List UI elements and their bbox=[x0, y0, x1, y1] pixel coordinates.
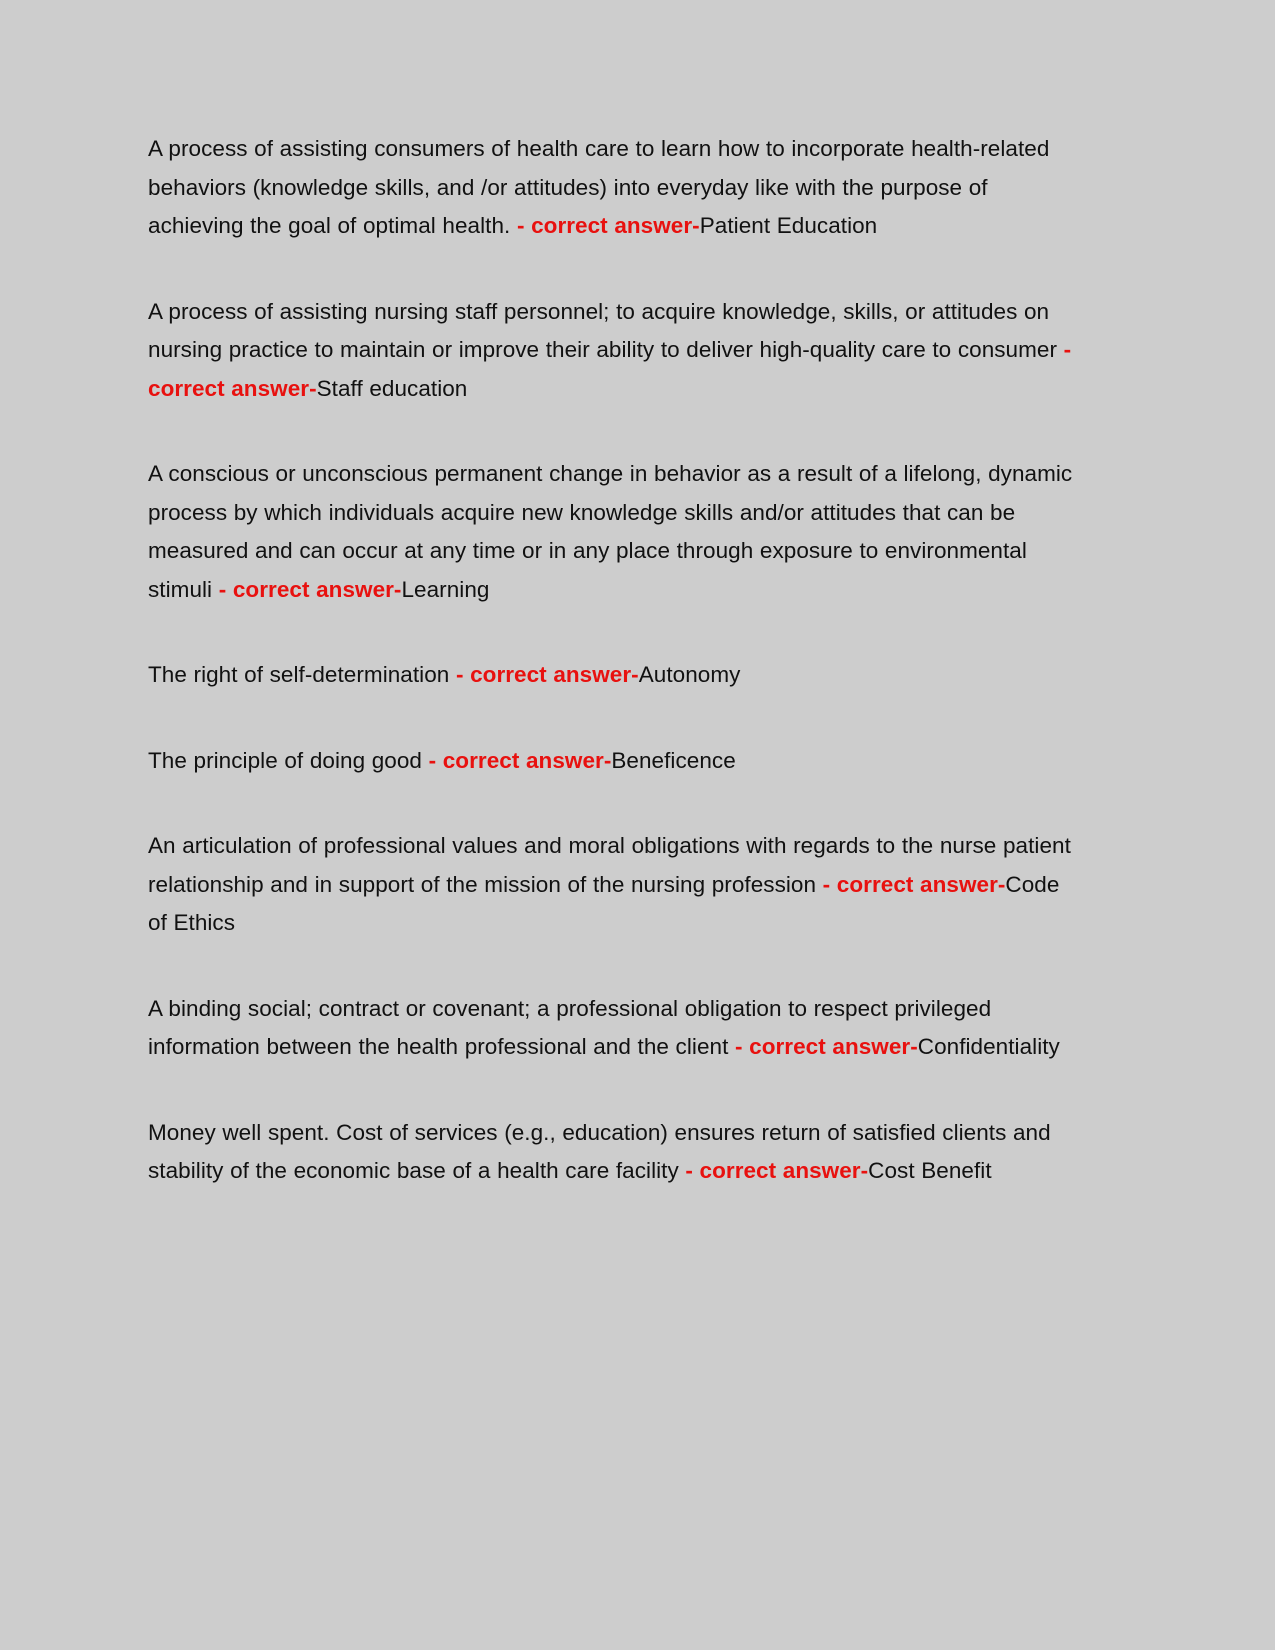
qa-item bbox=[148, 455, 1073, 609]
qa-item bbox=[148, 656, 1073, 695]
qa-prompt: An articulation of professional values and moral obligations with regards to the nurse patient relationship and in support of the mission of the nursing profession bbox=[148, 833, 1071, 897]
correct-answer-marker: - correct answer- bbox=[422, 747, 612, 773]
qa-item bbox=[148, 130, 1073, 246]
qa-prompt: A binding social; contract or covenant; a professional obligation to respect privileged information between the health professional and the client bbox=[148, 995, 992, 1059]
qa-answer: Confidentiality bbox=[917, 1034, 1060, 1059]
qa-item bbox=[148, 990, 1073, 1067]
qa-answer: Staff education bbox=[316, 375, 468, 401]
correct-answer-marker: - correct answer- bbox=[212, 576, 402, 602]
qa-prompt: A process of assisting nursing staff personnel; to acquire knowledge, skills, or attitudes on nursing practice to maintain or improve their ability to deliver high-quality care to consumer bbox=[148, 298, 1058, 362]
qa-answer: Cost Benefit bbox=[868, 1158, 992, 1183]
qa-prompt: A process of assisting consumers of health care to learn how to incorporate health-related behaviors (knowledge skills, and /or attitudes) into everyday like with the purpose of achieving the goal of optimal health. bbox=[148, 136, 1050, 238]
correct-answer-marker: - correct answer- bbox=[148, 337, 1072, 401]
qa-prompt: Money well spent. Cost of services (e.g., education) ensures return of satisfied clients and stability of the economic base of a health care facility bbox=[148, 1119, 1051, 1183]
qa-answer: Code of Ethics bbox=[148, 871, 1060, 935]
qa-answer: Learning bbox=[401, 576, 490, 602]
correct-answer-marker: - correct answer- bbox=[510, 213, 700, 238]
qa-item bbox=[148, 742, 1073, 781]
qa-prompt: The right of self-determination bbox=[148, 662, 450, 687]
correct-answer-marker: - correct answer- bbox=[728, 1034, 918, 1059]
correct-answer-marker: - correct answer- bbox=[678, 1158, 869, 1183]
qa-item bbox=[148, 827, 1073, 943]
correct-answer-marker: - correct answer- bbox=[449, 662, 639, 687]
qa-prompt: The principle of doing good bbox=[148, 747, 422, 773]
qa-item bbox=[148, 1114, 1073, 1191]
qa-answer: Beneficence bbox=[611, 747, 736, 773]
qa-answer: Patient Education bbox=[699, 213, 878, 238]
correct-answer-marker: - correct answer- bbox=[816, 871, 1006, 897]
qa-list bbox=[148, 130, 1125, 1191]
qa-item bbox=[148, 293, 1073, 409]
qa-prompt: A conscious or unconscious permanent change in behavior as a result of a lifelong, dynamic process by which individuals acquire new knowledge skills and/or attitudes that can be measured and can occur at any time or in any place through exposure to environmental stimuli bbox=[148, 461, 1073, 602]
qa-answer: Autonomy bbox=[638, 662, 741, 687]
